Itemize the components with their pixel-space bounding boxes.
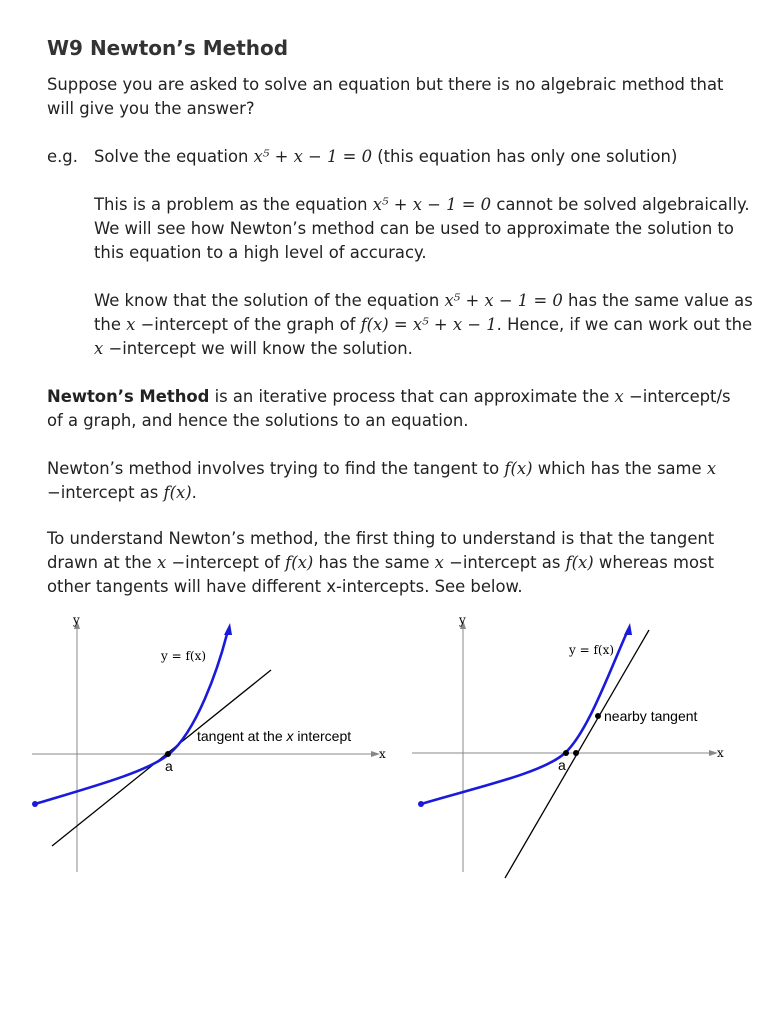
example-post: (this equation has only one solution): [372, 147, 678, 166]
know-t3: −intercept of the graph of: [135, 315, 361, 334]
involves-t4: .: [191, 483, 197, 502]
curve-arrow-icon: [624, 623, 632, 635]
page-title: W9 Newton’s Method: [47, 36, 289, 60]
know-t2: has the same value as the: [94, 291, 753, 334]
understand-paragraph: [47, 527, 747, 599]
point-label-a: a: [165, 758, 173, 774]
know-t4: . Hence, if we can work out the: [496, 315, 753, 334]
curve-end-dot: [32, 801, 38, 807]
tangent-label-x: x: [286, 728, 294, 744]
intercept-point: [165, 751, 171, 757]
graph-tangent-at-intercept: [28, 610, 393, 880]
newton-t1: is an iterative process that can approximate the: [209, 387, 615, 406]
know-paragraph: [94, 289, 754, 361]
curve-end-dot: [418, 801, 424, 807]
understand-t1: To understand Newton’s method, the first thing to understand is that the tangent drawn at the: [47, 529, 715, 572]
x-axis-label: x: [717, 746, 724, 760]
involves-f2: f(x): [163, 483, 192, 502]
know-t1: We know that the solution of the equation: [94, 291, 445, 310]
know-t5: −intercept we will know the solution.: [103, 339, 413, 358]
involves-x: x: [706, 459, 717, 478]
involves-t1: Newton’s method involves trying to find the tangent to: [47, 459, 505, 478]
tangent-label: [197, 728, 351, 744]
curve-arrow-icon: [224, 623, 232, 635]
understand-f1: f(x): [285, 553, 314, 572]
example-line: [94, 145, 754, 169]
tangent-intercept-point: [573, 750, 579, 756]
know-function: f(x) = x⁵ + x − 1: [360, 315, 497, 334]
intro-paragraph: Suppose you are asked to solve an equation but there is no algebraic method that will give you the answer?: [47, 75, 724, 118]
y-axis-label: y: [459, 613, 466, 627]
intercept-point: [563, 750, 569, 756]
understand-t2: −intercept of: [166, 553, 286, 572]
example-pre: Solve the equation: [94, 147, 254, 166]
understand-t4: −intercept as: [443, 553, 566, 572]
example-equation: x⁵ + x − 1 = 0: [253, 147, 373, 166]
problem-paragraph: [94, 193, 754, 265]
problem-equation: x⁵ + x − 1 = 0: [372, 195, 492, 214]
nearby-tangent-label: nearby tangent: [604, 708, 698, 724]
y-axis-label: y: [73, 613, 80, 627]
understand-x2: x: [434, 553, 444, 572]
point-label-a: a: [558, 757, 566, 773]
eg-label: e.g.: [47, 147, 78, 166]
newton-x: x: [614, 387, 624, 406]
understand-t5: whereas most other tangents will have different x-intercepts. See below.: [47, 553, 715, 596]
curve-label: y = f(x): [161, 649, 207, 663]
tangent-label-post: intercept: [293, 728, 352, 744]
understand-f2: f(x): [565, 553, 594, 572]
tangent-label-pre: tangent at the: [197, 728, 287, 744]
problem-post: cannot be solved algebraically. We will see how Newton’s method can be used to approximate the solution to this equation to a high level of accuracy.: [94, 195, 750, 262]
know-x1: x: [126, 315, 136, 334]
involves-f1: f(x): [504, 459, 533, 478]
problem-pre: This is a problem as the equation: [94, 195, 373, 214]
involves-t2: which has the same: [532, 459, 707, 478]
graph-nearby-tangent: [408, 610, 740, 880]
tangent-point: [595, 713, 601, 719]
newton-paragraph: [47, 385, 747, 433]
understand-t3: has the same: [313, 553, 435, 572]
newton-bold: Newton’s Method: [47, 387, 210, 406]
x-axis-label: x: [379, 747, 386, 761]
know-x2: x: [94, 339, 104, 358]
understand-x1: x: [156, 553, 167, 572]
involves-paragraph: [47, 457, 747, 505]
curve-label: y = f(x): [569, 643, 615, 657]
newton-t2: −intercept/s of a graph, and hence the solutions to an equation.: [47, 387, 731, 430]
involves-t3: −intercept as: [47, 483, 164, 502]
know-equation: x⁵ + x − 1 = 0: [444, 291, 563, 310]
